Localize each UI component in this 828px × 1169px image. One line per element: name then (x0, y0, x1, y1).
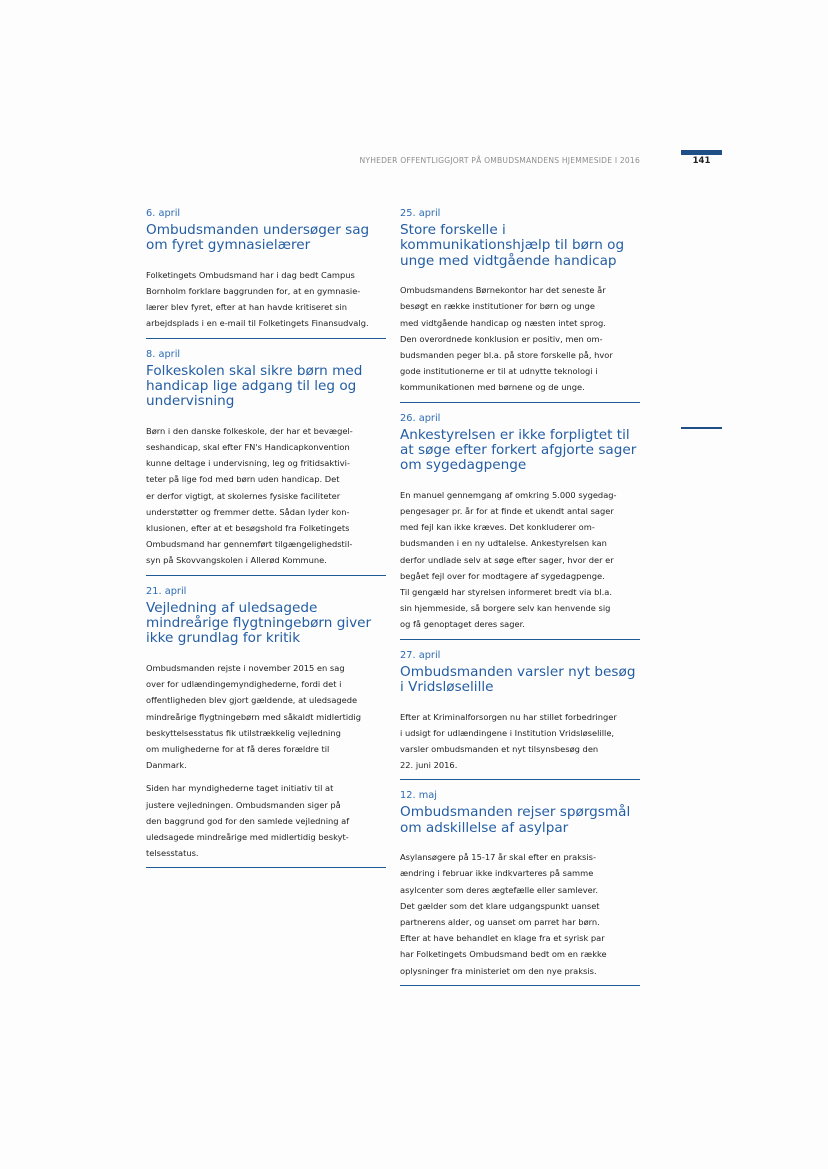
text-line: teter på lige fod med børn uden handicap. Det (146, 474, 340, 485)
article-bottom-padding (400, 979, 640, 985)
news-article (400, 413, 640, 640)
text-line: kunne deltage i undervisning, leg og fritidsaktivi- (146, 458, 350, 469)
text-line: partnerens alder, og uanset om parret har børn. (400, 916, 600, 927)
text-line: derfor undlade selv at søge efter sager, hvor der er (400, 554, 614, 565)
article-date: 27. april (400, 649, 441, 661)
text-line: med vidtgående handicap og næsten intet sprog. (400, 317, 606, 328)
text-line: justere vejledningen. Ombudsmanden siger på (146, 799, 341, 810)
article-gap (146, 339, 386, 349)
left-column (146, 208, 386, 868)
text-line: over for udlændingemyndighederne, fordi det i (146, 679, 342, 690)
running-header: NYHEDER OFFENTLIGGJORT PÅ OMBUDSMANDENS HJEMMESIDE I 2016 (359, 156, 640, 165)
text-line: budsmanden peger bl.a. på store forskelle på, hvor (400, 350, 613, 361)
text-line: den baggrund god for den samlede vejledning af (146, 815, 350, 826)
text-line: budsmanden i en ny udtalelse. Ankestyrelsen kan (400, 538, 607, 549)
text-line: har Folketingets Ombudsmand bedt om en række (400, 949, 607, 960)
text-line: Ombudsmanden rejste i november 2015 en sag (146, 662, 345, 673)
text-line: Efter at have behandlet en klage fra et syrisk par (400, 933, 605, 944)
text-line: besøgt en række institutioner for børn og unge (400, 301, 595, 312)
paragraph-spacer (146, 773, 386, 780)
article-headline: Store forskelle i kommunikationshjælp til børn og unge med vidtgående handicap (400, 222, 625, 269)
text-line: pengesager pr. år for at finde et ukendt antal sager (400, 506, 614, 517)
article-gap (400, 780, 640, 790)
header-accent-bar (681, 150, 722, 155)
text-line: lærer blev fyret, efter at han havde kritiseret sin (146, 302, 347, 313)
article-date: 25. april (400, 208, 441, 219)
text-line: Ombudsmand har gennemført tilgængelighedstil- (146, 539, 353, 550)
news-article (400, 208, 640, 403)
article-headline: Ombudsmanden rejser spørgsmål om adskillelse af asylpar (400, 804, 631, 836)
article-bottom-padding (400, 396, 640, 402)
article-paragraph (146, 660, 386, 773)
text-line: i udsigt for udlændingene i Institution Vridsløselille, (400, 727, 615, 738)
text-line: Bornholm forklare baggrunden for, at en gymnasie- (146, 286, 361, 297)
text-line: gode institutionerne er til at udnytte teknologi i (400, 366, 598, 377)
article-headline: Ombudsmanden varsler nyt besøg i Vridsløselille (400, 663, 636, 696)
article-date: 26. april (400, 412, 441, 424)
text-line: En manuel gennemgang af omkring 5.000 sygedag- (400, 489, 617, 500)
text-line: seshandicap, skal efter FN's Handicapkonvention (146, 442, 350, 453)
margin-marker (681, 427, 722, 429)
article-bottom-padding (146, 332, 386, 338)
text-line: Asylansøgere på 15-17 år skal efter en praksis- (400, 852, 596, 863)
article-headline: Folkeskolen skal sikre børn med handicap lige adgang til leg og undervisning (146, 362, 363, 410)
article-headline: Vejledning af uledsagede mindreårige flygtningebørn giver ikke grundlag for kritik (146, 599, 372, 647)
text-line: asylcenter som deres ægtefælle eller samlever. (400, 884, 598, 895)
article-paragraph (400, 709, 640, 774)
text-line: varsler ombudsmanden et nyt tilsynsbesøg den (400, 743, 599, 754)
article-paragraph (146, 780, 386, 861)
text-line: telsesstatus. (146, 848, 199, 859)
text-line: Den overordnede konklusion er positiv, men om- (400, 333, 603, 344)
article-date: 21. april (146, 585, 187, 597)
article-date: 8. april (146, 348, 181, 360)
text-line: er derfor vigtigt, at skolernes fysiske faciliteter (146, 490, 341, 501)
article-headline: Ombudsmanden undersøger sag om fyret gymnasielærer (146, 222, 370, 254)
article-bottom-padding (400, 633, 640, 639)
article-bottom-padding (146, 569, 386, 575)
news-article (400, 790, 640, 985)
article-gap (400, 640, 640, 650)
text-line: uledsagede mindreårige med midlertidig beskyt- (146, 831, 349, 842)
text-line: klusionen, efter at et besøgshold fra Folketingets (146, 523, 350, 534)
article-date: 12. maj (400, 790, 437, 802)
text-line: Danmark. (146, 760, 187, 771)
text-line: 22. juni 2016. (400, 760, 458, 771)
text-line: oplysninger fra ministeriet om den nye praksis. (400, 965, 597, 976)
article-paragraph (400, 282, 640, 395)
text-line: Det gælder som det klare udgangspunkt uanset (400, 900, 600, 911)
article-paragraph (146, 423, 386, 569)
text-line: beskyttelsesstatus fik utilstrækkelig vejledning (146, 727, 341, 738)
article-paragraph (146, 267, 386, 332)
text-line: sin hjemmeside, så borgere selv kan henvende sig (400, 603, 611, 614)
text-line: Ombudsmandens Børnekontor har det seneste år (400, 285, 606, 296)
article-paragraph (400, 487, 640, 633)
text-line: Børn i den danske folkeskole, der har et bevægel- (146, 425, 353, 436)
text-line: med fejl kan ikke kræves. Det konkluderer om- (400, 522, 595, 533)
article-date: 6. april (146, 208, 181, 219)
article-paragraph (400, 849, 640, 979)
text-line: understøtter og fremmer dette. Sådan lyder kon- (146, 506, 350, 517)
news-article (146, 208, 386, 339)
text-line: Folketingets Ombudsmand har i dag bedt Campus (146, 269, 355, 280)
text-line: og få genoptaget deres sager. (400, 619, 525, 630)
right-column (400, 208, 640, 986)
page-number: 141 (692, 156, 711, 166)
article-bottom-padding (146, 861, 386, 867)
text-line: om mulighederne for at få deres forældre til (146, 743, 330, 754)
text-line: offentligheden blev gjort gældende, at uledsagede (146, 695, 358, 706)
news-article (146, 349, 386, 576)
text-line: Til gengæld har styrelsen informeret bredt via bl.a. (400, 587, 613, 598)
news-article (400, 650, 640, 781)
article-gap (400, 403, 640, 413)
text-line: kommunikationen med børnene og de unge. (400, 382, 585, 393)
text-line: ændring i februar ikke indkvarteres på samme (400, 868, 594, 879)
text-line: arbejdsplads i en e-mail til Folketingets Finansudvalg. (146, 318, 369, 329)
text-line: begået fejl over for modtagere af sygedagpenge. (400, 570, 605, 581)
text-line: Efter at Kriminalforsorgen nu har stillet forbedringer (400, 711, 617, 722)
article-headline: Ankestyrelsen er ikke forpligtet til at søge efter forkert afgjorte sager om sygedagpenge (400, 426, 637, 474)
text-line: mindreårige flygtningebørn med såkaldt midlertidig (146, 711, 361, 722)
article-gap (146, 576, 386, 586)
text-line: syn på Skovvangskolen i Allerød Kommune. (146, 555, 327, 566)
news-article (146, 586, 386, 869)
article-bottom-padding (400, 773, 640, 779)
text-line: Siden har myndighederne taget initiativ til at (146, 783, 334, 794)
